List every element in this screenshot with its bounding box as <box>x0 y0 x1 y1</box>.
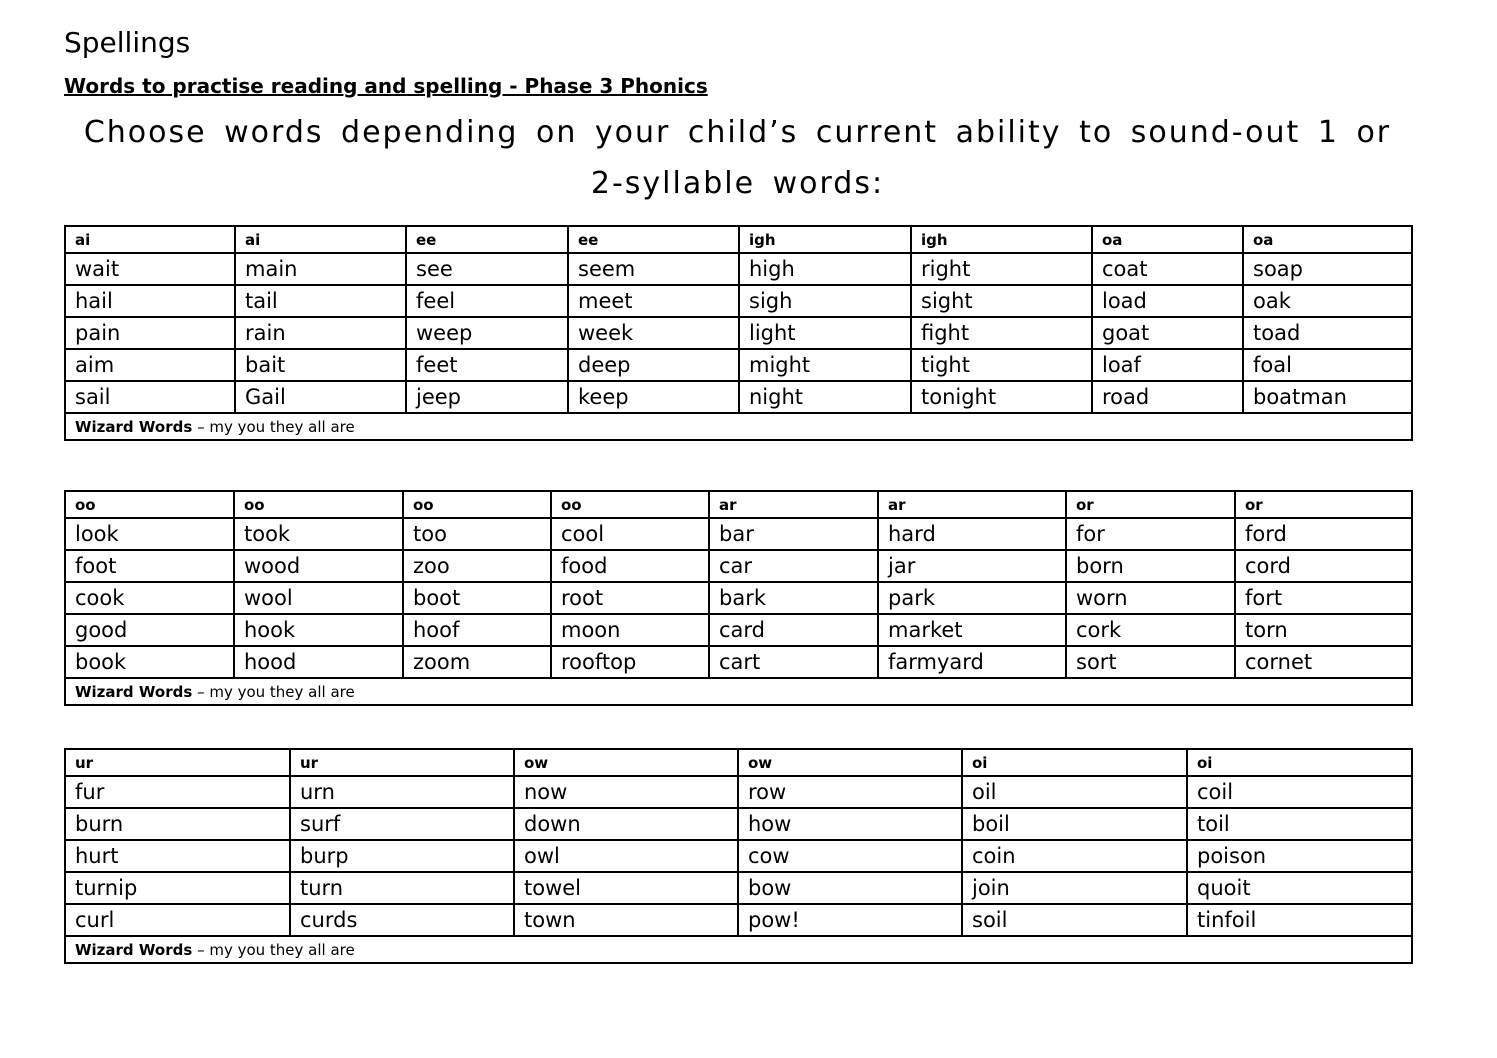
word-cell: high <box>739 253 911 285</box>
table-row <box>65 349 1412 381</box>
table-row <box>65 776 1412 808</box>
word-cell: tonight <box>911 381 1092 413</box>
word-cell: foal <box>1243 349 1412 381</box>
word-cell: down <box>514 808 738 840</box>
word-cell: keep <box>568 381 739 413</box>
word-cell: see <box>406 253 568 285</box>
wizard-words-list: – my you they all are <box>197 682 355 701</box>
word-cell: cord <box>1235 550 1412 582</box>
word-cell: owl <box>514 840 738 872</box>
word-cell: zoo <box>403 550 551 582</box>
wizard-words-cell <box>65 936 1412 963</box>
word-cell: turn <box>290 872 514 904</box>
column-header: igh <box>911 226 1092 253</box>
word-cell: coin <box>962 840 1187 872</box>
word-cell: join <box>962 872 1187 904</box>
word-cell: feel <box>406 285 568 317</box>
word-cell: market <box>878 614 1066 646</box>
word-cell: boot <box>403 582 551 614</box>
word-cell: oil <box>962 776 1187 808</box>
wizard-words-label: Wizard Words <box>75 940 193 959</box>
header-row <box>65 491 1412 518</box>
word-cell: bait <box>235 349 406 381</box>
word-cell: town <box>514 904 738 936</box>
word-cell: urn <box>290 776 514 808</box>
word-cell: sigh <box>739 285 911 317</box>
word-cell: bark <box>709 582 878 614</box>
word-cell: sort <box>1066 646 1235 678</box>
table-row <box>65 550 1412 582</box>
word-cell: now <box>514 776 738 808</box>
word-cell: park <box>878 582 1066 614</box>
table-row <box>65 285 1412 317</box>
word-cell: book <box>65 646 234 678</box>
wizard-words-label: Wizard Words <box>75 682 193 701</box>
word-cell: boatman <box>1243 381 1412 413</box>
column-header: oi <box>962 749 1187 776</box>
word-cell: fur <box>65 776 290 808</box>
table-row <box>65 840 1412 872</box>
word-cell: weep <box>406 317 568 349</box>
table-row <box>65 253 1412 285</box>
page-title: Spellings <box>64 26 191 59</box>
wizard-words-list: – my you they all are <box>197 417 355 436</box>
word-cell: pow! <box>738 904 962 936</box>
table-row <box>65 808 1412 840</box>
word-cell: fort <box>1235 582 1412 614</box>
word-cell: quoit <box>1187 872 1412 904</box>
column-header: ar <box>709 491 878 518</box>
column-header: oa <box>1243 226 1412 253</box>
column-header: ee <box>568 226 739 253</box>
word-cell: goat <box>1092 317 1243 349</box>
wizard-words-label: Wizard Words <box>75 417 193 436</box>
word-cell: wait <box>65 253 235 285</box>
wizard-words-row <box>65 936 1412 963</box>
table-row <box>65 582 1412 614</box>
column-header: oo <box>403 491 551 518</box>
word-cell: tinfoil <box>1187 904 1412 936</box>
word-cell: toad <box>1243 317 1412 349</box>
word-cell: light <box>739 317 911 349</box>
phonics-table-3 <box>64 748 1413 964</box>
phonics-table-2 <box>64 490 1413 706</box>
column-header: oa <box>1092 226 1243 253</box>
column-header: oo <box>65 491 234 518</box>
word-cell: cork <box>1066 614 1235 646</box>
word-cell: jar <box>878 550 1066 582</box>
column-header: ai <box>65 226 235 253</box>
word-cell: soap <box>1243 253 1412 285</box>
word-cell: main <box>235 253 406 285</box>
word-cell: ford <box>1235 518 1412 550</box>
wizard-words-cell <box>65 678 1412 705</box>
word-cell: root <box>551 582 709 614</box>
column-header: ee <box>406 226 568 253</box>
word-cell: towel <box>514 872 738 904</box>
wizard-words-list: – my you they all are <box>197 940 355 959</box>
word-cell: aim <box>65 349 235 381</box>
word-cell: card <box>709 614 878 646</box>
column-header: oo <box>551 491 709 518</box>
table-row <box>65 614 1412 646</box>
wizard-words-cell <box>65 413 1412 440</box>
word-cell: sail <box>65 381 235 413</box>
word-cell: farmyard <box>878 646 1066 678</box>
word-cell: burn <box>65 808 290 840</box>
phonics-table-1 <box>64 225 1413 441</box>
column-header: or <box>1235 491 1412 518</box>
column-header: ur <box>290 749 514 776</box>
word-cell: bar <box>709 518 878 550</box>
table-row <box>65 646 1412 678</box>
word-cell: car <box>709 550 878 582</box>
word-cell: week <box>568 317 739 349</box>
column-header: ar <box>878 491 1066 518</box>
word-cell: coil <box>1187 776 1412 808</box>
word-cell: poison <box>1187 840 1412 872</box>
word-cell: rooftop <box>551 646 709 678</box>
word-cell: wood <box>234 550 403 582</box>
instructions-text: Choose words depending on your child’s current ability to sound-out 1 or 2-syllable words: <box>83 115 1392 201</box>
word-cell: load <box>1092 285 1243 317</box>
word-cell: cow <box>738 840 962 872</box>
word-cell: turnip <box>65 872 290 904</box>
word-cell: torn <box>1235 614 1412 646</box>
table-row <box>65 381 1412 413</box>
word-cell: soil <box>962 904 1187 936</box>
word-cell: hail <box>65 285 235 317</box>
table-row <box>65 872 1412 904</box>
word-cell: rain <box>235 317 406 349</box>
word-cell: foot <box>65 550 234 582</box>
word-cell: took <box>234 518 403 550</box>
word-cell: night <box>739 381 911 413</box>
word-cell: deep <box>568 349 739 381</box>
table-row <box>65 317 1412 349</box>
word-cell: wool <box>234 582 403 614</box>
word-cell: feet <box>406 349 568 381</box>
word-cell: tail <box>235 285 406 317</box>
column-header: oi <box>1187 749 1412 776</box>
word-cell: cart <box>709 646 878 678</box>
word-cell: sight <box>911 285 1092 317</box>
word-cell: moon <box>551 614 709 646</box>
word-cell: seem <box>568 253 739 285</box>
column-header: oo <box>234 491 403 518</box>
word-cell: fight <box>911 317 1092 349</box>
word-cell: food <box>551 550 709 582</box>
word-cell: tight <box>911 349 1092 381</box>
word-cell: Gail <box>235 381 406 413</box>
word-cell: surf <box>290 808 514 840</box>
word-cell: jeep <box>406 381 568 413</box>
word-cell: boil <box>962 808 1187 840</box>
word-cell: curds <box>290 904 514 936</box>
page-subtitle: Words to practise reading and spelling - Phase 3 Phonics <box>64 74 708 98</box>
header-row <box>65 226 1412 253</box>
column-header: ow <box>738 749 962 776</box>
word-cell: hurt <box>65 840 290 872</box>
column-header: or <box>1066 491 1235 518</box>
word-cell: cook <box>65 582 234 614</box>
word-cell: might <box>739 349 911 381</box>
word-cell: for <box>1066 518 1235 550</box>
word-cell: zoom <box>403 646 551 678</box>
word-cell: too <box>403 518 551 550</box>
header-row <box>65 749 1412 776</box>
wizard-words-row <box>65 678 1412 705</box>
table-row <box>65 518 1412 550</box>
column-header: igh <box>739 226 911 253</box>
word-cell: cool <box>551 518 709 550</box>
word-cell: toil <box>1187 808 1412 840</box>
table-row <box>65 904 1412 936</box>
word-cell: coat <box>1092 253 1243 285</box>
word-cell: worn <box>1066 582 1235 614</box>
word-cell: curl <box>65 904 290 936</box>
word-cell: how <box>738 808 962 840</box>
word-cell: hard <box>878 518 1066 550</box>
word-cell: look <box>65 518 234 550</box>
word-cell: loaf <box>1092 349 1243 381</box>
word-cell: born <box>1066 550 1235 582</box>
word-cell: row <box>738 776 962 808</box>
column-header: ow <box>514 749 738 776</box>
word-cell: good <box>65 614 234 646</box>
word-cell: road <box>1092 381 1243 413</box>
word-cell: burp <box>290 840 514 872</box>
word-cell: right <box>911 253 1092 285</box>
column-header: ai <box>235 226 406 253</box>
word-cell: hood <box>234 646 403 678</box>
column-header: ur <box>65 749 290 776</box>
word-cell: hook <box>234 614 403 646</box>
word-cell: hoof <box>403 614 551 646</box>
wizard-words-row <box>65 413 1412 440</box>
word-cell: pain <box>65 317 235 349</box>
word-cell: cornet <box>1235 646 1412 678</box>
word-cell: meet <box>568 285 739 317</box>
word-cell: oak <box>1243 285 1412 317</box>
word-cell: bow <box>738 872 962 904</box>
